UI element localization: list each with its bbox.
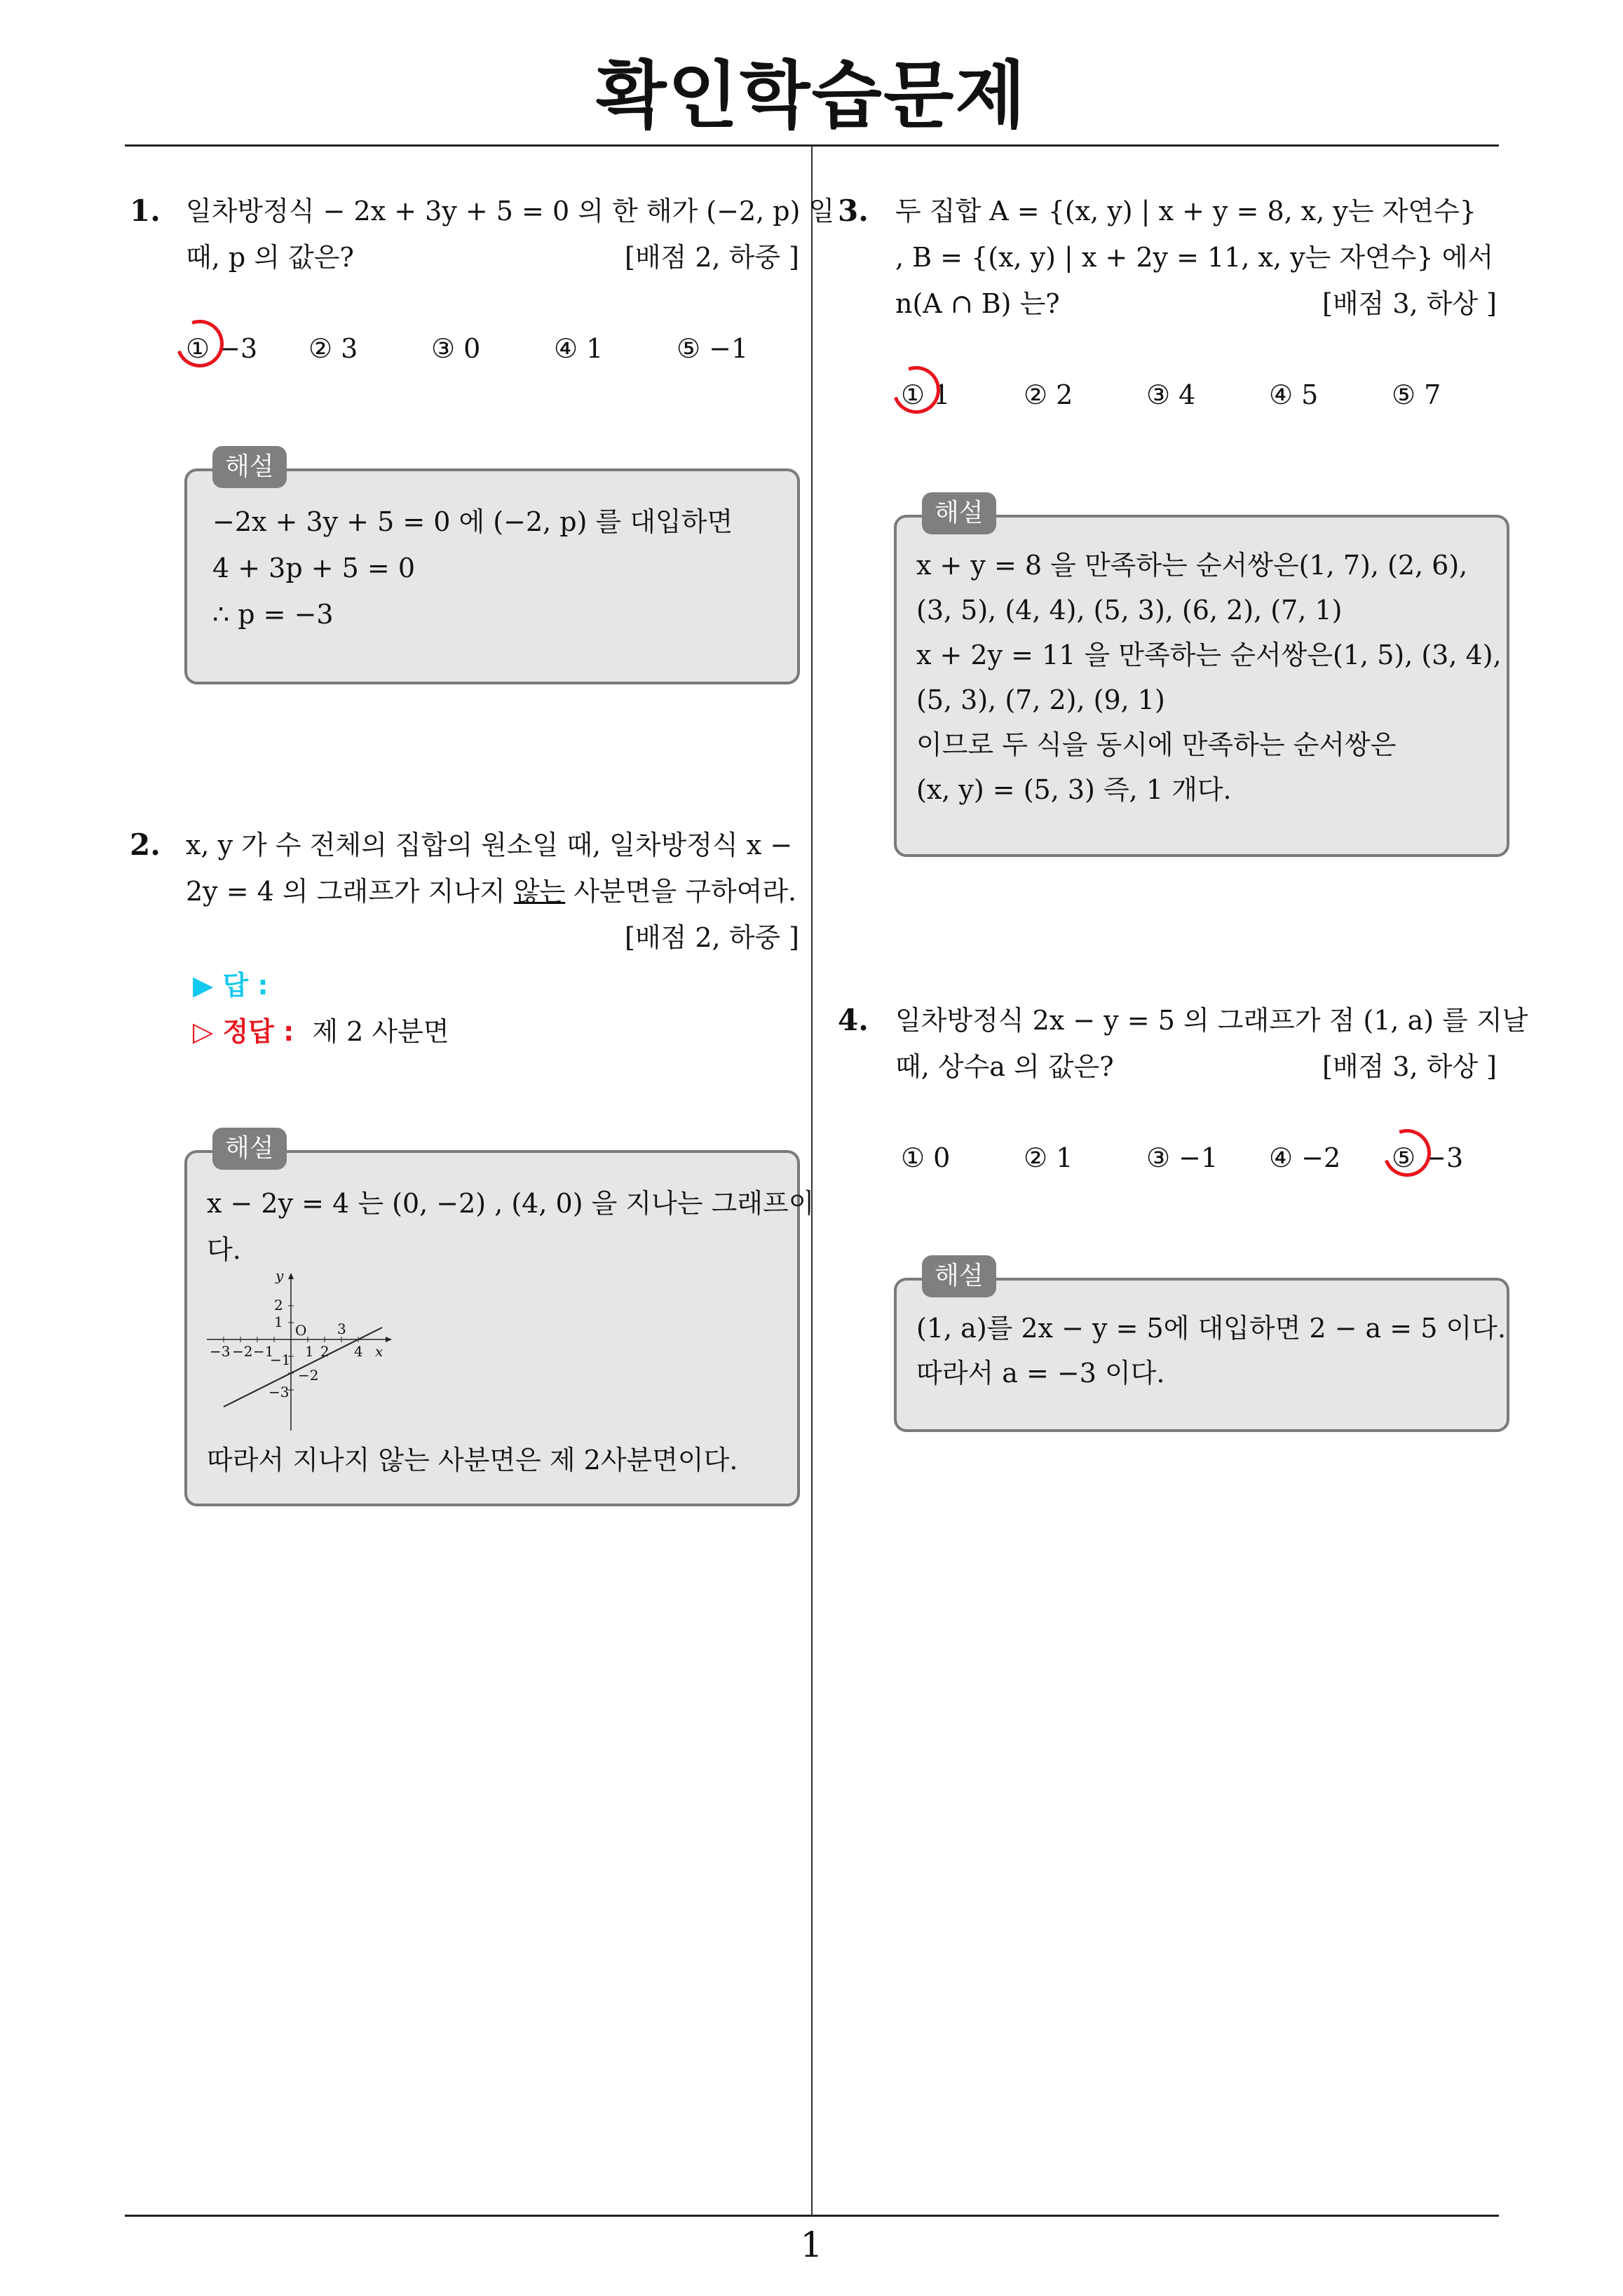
correct-answer-row xyxy=(193,1008,449,1055)
choice-3[interactable]: ③ 4 xyxy=(1146,379,1196,410)
x-axis-arrow xyxy=(386,1337,392,1342)
question-text-line-2: 때, p 의 값은? xyxy=(186,242,354,273)
explanation-line-1: x + y = 8 을 만족하는 순서쌍은(1, 7), (2, 6), xyxy=(916,550,1468,581)
bottom-rule xyxy=(125,2215,1499,2217)
y-axis-label: y xyxy=(276,1271,284,1284)
x-tick-label: −3 xyxy=(210,1343,231,1360)
question-text-line-1: 일차방정식 2x − y = 5 의 그래프가 점 (1, a) 를 지날 xyxy=(895,1005,1528,1036)
choice-2[interactable]: ② 1 xyxy=(1024,1142,1073,1173)
x-tick-label: 2 xyxy=(320,1343,330,1360)
x-tick-label: 1 xyxy=(305,1343,314,1360)
explanation-line-3: x + 2y = 11 을 만족하는 순서쌍은(1, 5), (3, 4), xyxy=(916,640,1502,670)
explanation-box-3 xyxy=(894,499,1509,857)
y-tick-label: 1 xyxy=(274,1314,283,1330)
explanation-box-4 xyxy=(894,1262,1509,1432)
choice-3[interactable]: ③ 0 xyxy=(431,333,481,364)
choice-4[interactable]: ④ 5 xyxy=(1269,379,1319,410)
y-tick-label: −2 xyxy=(298,1367,319,1384)
choice-5[interactable]: ⑤ −3 xyxy=(1392,1142,1464,1173)
answer-row xyxy=(193,962,269,1008)
explanation-line-2: (3, 5), (4, 4), (5, 3), (6, 2), (7, 1) xyxy=(916,595,1343,626)
explanation-line-3: 따라서 지나지 않는 사분면은 제 2사분면이다. xyxy=(207,1445,738,1475)
score-difficulty: [배점 3, 하상 ] xyxy=(1322,288,1497,319)
explanation-line-6: (x, y) = (5, 3) 즉, 1 개다. xyxy=(916,774,1232,805)
question-text-line-3: n(A ∩ B) 는? xyxy=(895,288,1060,319)
explanation-tag: 해설 xyxy=(922,492,996,534)
explanation-line-4: (5, 3), (7, 2), (9, 1) xyxy=(916,684,1165,715)
question-text-part: 사분면을 구하여라. xyxy=(565,876,797,907)
choices xyxy=(901,372,1504,418)
explanation-tag: 해설 xyxy=(922,1255,996,1297)
explanation-line-3: ∴ p = −3 xyxy=(212,599,334,630)
correct-answer-label: ▷ 정답 : xyxy=(193,1016,294,1047)
correct-answer-value: 제 2 사분면 xyxy=(312,1016,449,1047)
choice-5[interactable]: ⑤ 7 xyxy=(1392,379,1441,410)
choice-4[interactable]: ④ −2 xyxy=(1269,1142,1341,1173)
explanation-line-1: −2x + 3y + 5 = 0 에 (−2, p) 를 대입하면 xyxy=(212,506,733,537)
choice-1[interactable]: ① 0 xyxy=(901,1142,951,1173)
page-title: 확인학습문제 xyxy=(596,53,1027,138)
y-tick-label: −3 xyxy=(269,1384,290,1400)
page-number: 1 xyxy=(800,2224,823,2265)
answer-label: ▶ 답 : xyxy=(193,970,269,1001)
origin-label: O xyxy=(295,1322,307,1339)
question-2 xyxy=(130,822,803,1053)
score-difficulty: [배점 2, 하중 ] xyxy=(625,922,799,953)
y-axis-arrow xyxy=(288,1273,294,1279)
question-text-line-2: 때, 상수a 의 값은? xyxy=(895,1051,1114,1082)
explanation-line-1: (1, a)를 2x − y = 5에 대입하면 2 − a = 5 이다. xyxy=(916,1313,1506,1344)
choice-5[interactable]: ⑤ −1 xyxy=(677,333,749,364)
choice-2[interactable]: ② 2 xyxy=(1024,379,1073,410)
x-axis-label: x xyxy=(375,1343,383,1360)
explanation-line-5: 이므로 두 식을 동시에 만족하는 순서쌍은 xyxy=(916,729,1397,760)
x-tick-label: −2 xyxy=(232,1343,253,1360)
question-3 xyxy=(838,188,1511,426)
y-tick-label: −1 xyxy=(270,1351,291,1368)
question-number: 1. xyxy=(130,194,161,228)
x-tick-label: 4 xyxy=(354,1343,363,1360)
explanation-tag: 해설 xyxy=(212,446,287,488)
question-text-line-1: 일차방정식 − 2x + 3y + 5 = 0 의 한 해가 (−2, p) 일 xyxy=(186,196,835,227)
question-number: 3. xyxy=(838,194,869,228)
explanation-line-2: 따라서 a = −3 이다. xyxy=(916,1358,1165,1389)
choice-4[interactable]: ④ 1 xyxy=(554,333,604,364)
x-tick-label: 3 xyxy=(337,1321,346,1337)
explanation-line-2: 4 + 3p + 5 = 0 xyxy=(212,553,416,583)
choice-2[interactable]: ② 3 xyxy=(308,333,358,364)
coordinate-graph xyxy=(207,1271,396,1432)
question-text-line-2 xyxy=(186,868,796,914)
choices xyxy=(186,325,803,372)
score-difficulty: [배점 3, 하상 ] xyxy=(1322,1051,1497,1082)
y-tick-label: 2 xyxy=(274,1297,283,1314)
choice-1[interactable]: ① 1 xyxy=(901,379,951,410)
explanation-line-1: x − 2y = 4 는 (0, −2) , (4, 0) 을 지나는 그래프이 xyxy=(207,1188,815,1219)
choice-3[interactable]: ③ −1 xyxy=(1146,1142,1218,1173)
choices xyxy=(901,1135,1504,1181)
question-4 xyxy=(838,997,1528,1208)
x-tick-label: −1 xyxy=(253,1343,274,1360)
question-text-line-2: , B = {(x, y) | x + 2y = 11, x, y는 자연수} 에서 xyxy=(895,242,1494,273)
question-number: 4. xyxy=(838,1003,869,1037)
question-text-part: 2y = 4 의 그래프가 지나지 xyxy=(186,876,514,907)
choice-1[interactable]: ① −3 xyxy=(186,333,258,364)
explanation-tag: 해설 xyxy=(212,1128,287,1170)
explanation-line-2: 다. xyxy=(207,1234,241,1265)
question-number: 2. xyxy=(130,828,161,862)
underlined-word: 않는 xyxy=(513,876,566,907)
question-text-line-1: 두 집합 A = {(x, y) | x + y = 8, x, y는 자연수} xyxy=(895,196,1476,227)
question-text-line-1: x, y 가 수 전체의 집합의 원소일 때, 일차방정식 x − xyxy=(186,830,793,860)
explanation-box-2 xyxy=(184,1134,815,1506)
score-difficulty: [배점 2, 하중 ] xyxy=(625,242,799,273)
explanation-box-1 xyxy=(184,452,800,684)
